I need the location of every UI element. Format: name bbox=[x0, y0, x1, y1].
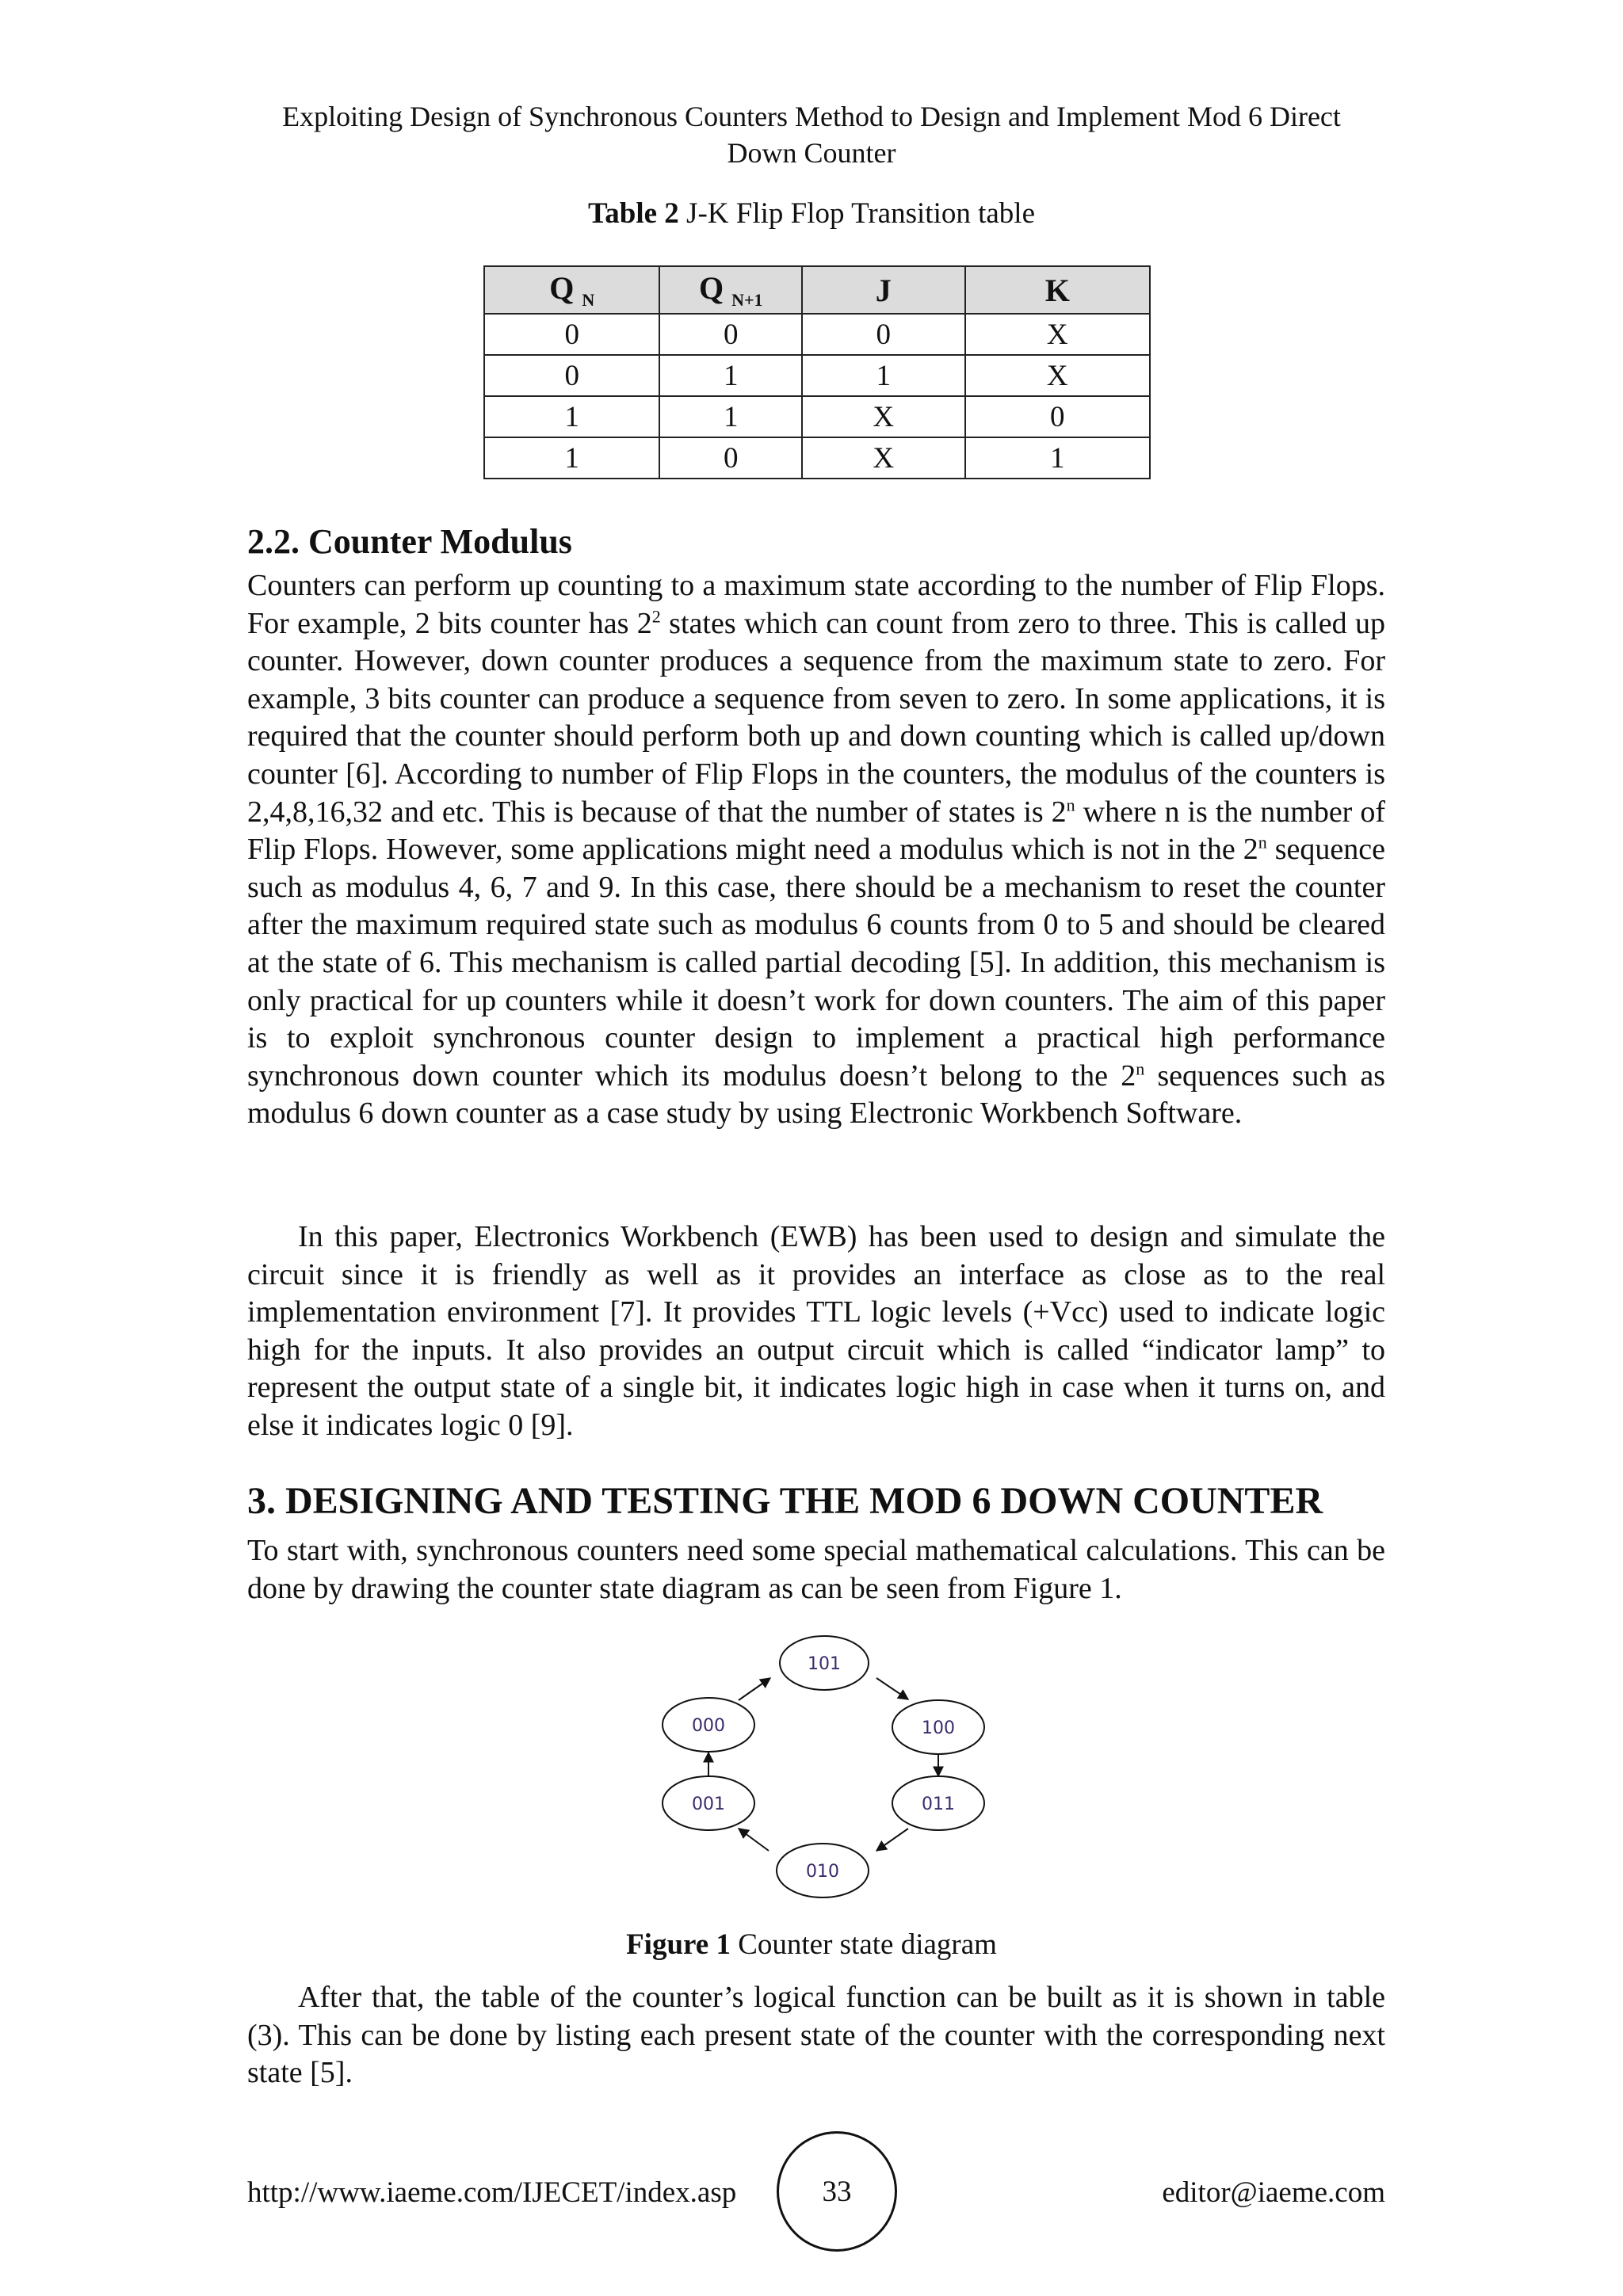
state-label-000: 000 bbox=[692, 1716, 725, 1736]
table-cell: 0 bbox=[484, 314, 659, 355]
table-row bbox=[484, 396, 1150, 437]
table-cell: X bbox=[965, 355, 1150, 396]
section-2-2-heading: 2.2. Counter Modulus bbox=[247, 522, 572, 561]
table-cell: X bbox=[802, 437, 964, 479]
table-cell: 0 bbox=[802, 314, 964, 355]
running-header-line-1: Exploiting Design of Synchronous Counters Method to Design and Implement Mod 6 Direct bbox=[282, 101, 1341, 132]
table-header-row bbox=[484, 266, 1150, 314]
header-k: K bbox=[965, 266, 1150, 314]
state-label-010: 010 bbox=[806, 1862, 839, 1882]
table-cell: 0 bbox=[659, 314, 802, 355]
state-label-100: 100 bbox=[922, 1718, 955, 1738]
header-j: J bbox=[802, 266, 964, 314]
arrow-010-to-001 bbox=[739, 1829, 769, 1851]
footer-email[interactable]: editor@iaeme.com bbox=[1162, 2176, 1385, 2209]
state-label-011: 011 bbox=[922, 1794, 955, 1814]
table-cell: 1 bbox=[802, 355, 964, 396]
table-cell: 0 bbox=[965, 396, 1150, 437]
section-3-paragraph-2: After that, the table of the counter’s logical function can be built as it is shown in table (3). This can be done by listing each present state of the counter with the corresponding next state [5]. bbox=[247, 1981, 1385, 2090]
table-cell: X bbox=[802, 396, 964, 437]
section-3-paragraph-1: To start with, synchronous counters need some special mathematical calculations. This can be done by drawing the counter state diagram as can be seen from Figure 1. bbox=[247, 1534, 1385, 1605]
state-label-001: 001 bbox=[692, 1794, 725, 1814]
figure-1-state-diagram bbox=[650, 1632, 999, 1909]
page-number: 33 bbox=[777, 2131, 897, 2252]
header-qn1: Q $_{N+1}$ bbox=[659, 266, 802, 314]
table-cell: 1 bbox=[484, 396, 659, 437]
state-diagram-svg bbox=[650, 1632, 999, 1909]
section-3-heading: 3. DESIGNING AND TESTING THE MOD 6 DOWN COUNTER bbox=[247, 1480, 1323, 1522]
table-cell: 1 bbox=[484, 437, 659, 479]
footer-url[interactable]: http://www.iaeme.com/IJECET/index.asp bbox=[247, 2176, 737, 2209]
table-2-caption-label: Table 2 bbox=[587, 197, 679, 230]
running-header-line-2: Down Counter bbox=[727, 137, 896, 169]
table-2-caption-text: J-K Flip Flop Transition table bbox=[678, 197, 1035, 230]
header-qn: Q $_N$ bbox=[484, 266, 659, 314]
section-2-2-paragraph-2: In this paper, Electronics Workbench (EWB) has been used to design and simulate the circuit since it is friendly as well as it provides an interface as close as to the real implementation environment [7]. It provides TTL logic levels (+Vcc) used to indicate logic high for the inputs. It also provides an output circuit which is called “indicator lamp” to represent the output state of a single bit, it indicates logic high in case when it turns on, and else it indicates logic 0 [9]. bbox=[247, 1220, 1385, 1442]
table-cell: X bbox=[965, 314, 1150, 355]
section-2-2-paragraph-1: Counters can perform up counting to a maximum state according to the number of Flip Flops. For example, 2 bits counter has $2^2$ states which can count from zero to three. This is called up counter. However, down counter produces a sequence from the maximum state to zero. For example, 3 bits counter can produce a sequence from seven to zero. In some applications, it is required that the counter should perform both up and down counting which is called up/down counter [6]. According to number of Flip Flops in the counters, the modulus of the counters is 2,4,8,16,32 and etc. This is because of that the number of states is 2$^n$ where n is the number of Flip Flops. However, some applications might need a modulus which is not in the 2$^n$ sequence such as modulus 4, 6, 7 and 9. In this case, there should be a mechanism to reset the counter after the maximum required state such as modulus 6 counts from 0 to 5 and should be cleared at the state of 6. This mechanism is called partial decoding [5]. In addition, this mechanism is only practical for up counters while it doesn’t work for down counters. The aim of this paper is to exploit synchronous counter design to implement a practical high performance synchronous down counter which its modulus doesn’t belong to the 2$^n$ sequences such as modulus 6 down counter as a case study by using Electronic Workbench Software. bbox=[247, 569, 1386, 1131]
arrow-011-to-010 bbox=[876, 1829, 908, 1851]
table-row bbox=[484, 355, 1150, 396]
figure-1-caption-label: Figure 1 bbox=[626, 1928, 731, 1961]
figure-1-caption-text: Counter state diagram bbox=[730, 1928, 997, 1961]
table-2-caption bbox=[238, 196, 1385, 232]
table-row bbox=[484, 437, 1150, 479]
jk-transition-table bbox=[483, 265, 1151, 479]
arrow-101-to-100 bbox=[876, 1678, 908, 1699]
table-cell: 1 bbox=[965, 437, 1150, 479]
table-cell: 1 bbox=[659, 396, 802, 437]
arrow-000-to-101 bbox=[739, 1678, 770, 1700]
table-cell: 0 bbox=[659, 437, 802, 479]
figure-1-caption bbox=[238, 1927, 1385, 1963]
running-header bbox=[238, 98, 1385, 171]
table-cell: 0 bbox=[484, 355, 659, 396]
table-cell: 1 bbox=[659, 355, 802, 396]
state-label-101: 101 bbox=[808, 1654, 841, 1674]
table-row bbox=[484, 314, 1150, 355]
